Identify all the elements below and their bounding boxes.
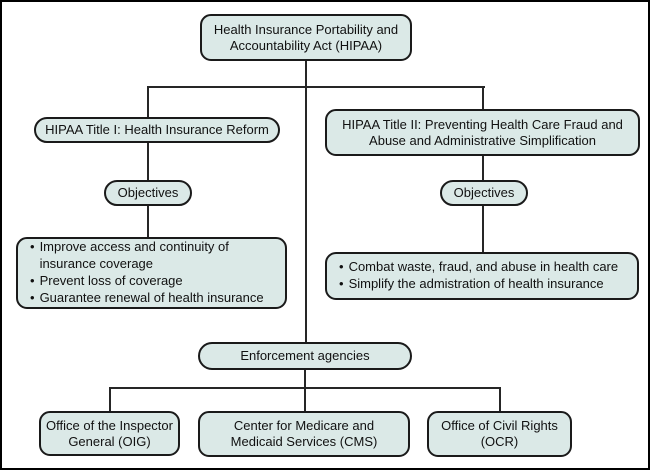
list-item	[30, 273, 275, 290]
objectives-right-label: Objectives	[453, 185, 515, 201]
bullet-marker: •	[30, 273, 35, 288]
title2-line2: Abuse and Administrative Simplification	[369, 132, 596, 148]
objectives-right-list-box	[325, 252, 639, 300]
objectives-left-list	[30, 239, 275, 307]
agency-oig-line1: Office of the Inspector	[46, 417, 173, 433]
agency-box-oig	[39, 411, 180, 456]
agency-ocr-line2: (OCR)	[480, 434, 519, 449]
connector-title1-to-objectives	[147, 142, 149, 180]
connector-objectives-left-to-list	[147, 205, 149, 237]
agency-cms-line1: Center for Medicare and	[233, 418, 375, 434]
bullet-marker: •	[339, 276, 344, 291]
connector-to-title1	[147, 86, 149, 117]
list-item	[339, 259, 618, 276]
connector-to-cms	[304, 387, 306, 412]
bullet-marker: •	[30, 289, 35, 305]
title2-line1: HIPAA Title II: Preventing Health Care Fraud and	[342, 116, 623, 132]
agency-box-ocr	[427, 411, 572, 457]
bullet-marker: •	[339, 259, 344, 275]
agency-ocr-line1: Office of Civil Rights	[441, 418, 558, 434]
agency-box-cms	[198, 411, 410, 457]
title1-label: HIPAA Title I: Health Insurance Reform	[45, 122, 269, 138]
agency-oig-line2: General (OIG)	[68, 433, 151, 449]
connector-to-title2	[482, 86, 484, 109]
objectives-left-label: Objectives	[117, 185, 179, 201]
enforcement-label: Enforcement agencies	[240, 348, 370, 364]
objective-text: Prevent loss of coverage	[39, 273, 183, 288]
connector-enforcement-down	[304, 369, 306, 387]
list-item	[339, 276, 618, 293]
hipaa-root-box	[200, 14, 412, 61]
list-item	[30, 290, 275, 307]
objectives-right-box	[440, 180, 528, 206]
title2-box	[325, 109, 640, 156]
objective-text: Guarantee renewal of health insurance	[39, 289, 264, 305]
connector-to-ocr	[499, 387, 501, 412]
enforcement-agencies-box	[198, 342, 412, 370]
objectives-left-box	[104, 180, 192, 206]
objectives-left-list-box	[16, 237, 287, 309]
list-item	[30, 239, 275, 273]
objectives-right-list	[339, 259, 618, 293]
title1-box	[34, 117, 280, 143]
connector-title-split	[147, 86, 485, 88]
bullet-marker: •	[30, 239, 35, 255]
objective-text: Simplify the admistration of health insurance	[348, 276, 604, 291]
connector-to-oig	[109, 387, 111, 412]
connector-objectives-right-to-list	[482, 205, 484, 252]
agency-cms-line2: Medicaid Services (CMS)	[230, 434, 378, 449]
objective-text: Combat waste, fraud, and abuse in health care	[348, 259, 619, 275]
hipaa-root-line1: Health Insurance Portability and	[213, 21, 399, 37]
connector-title2-to-objectives	[482, 155, 484, 180]
hipaa-root-line2: Accountability Act (HIPAA)	[229, 37, 383, 53]
objective-text: Improve access and continuity of insurance coverage	[39, 239, 229, 272]
connector-root-to-enforcement	[305, 60, 307, 342]
